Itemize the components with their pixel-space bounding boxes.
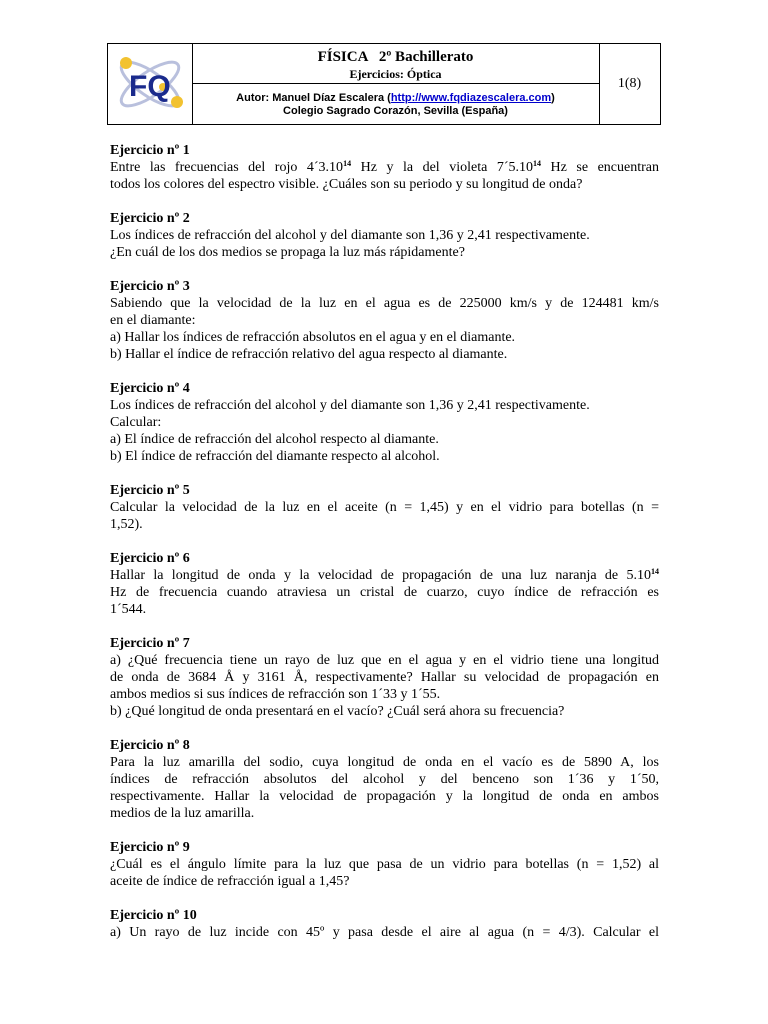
exercise-5 <box>110 482 659 533</box>
exponent: 14 <box>343 159 352 168</box>
exercise-text-line: Hz de frecuencia cuando atraviesa un cristal de cuarzo, cuyo índice de refracción es <box>110 585 659 600</box>
exercise-text-line: b) El índice de refracción del diamante respecto al alcohol. <box>110 449 440 464</box>
exercise-text-line: en el diamante: <box>110 313 196 328</box>
exercise-text-line: a) Hallar los índices de refracción absolutos en el agua y en el diamante. <box>110 330 516 345</box>
exercise-text-line: Sabiendo que la velocidad de la luz en el agua es de 225000 km/s y de 124481 km/s <box>110 296 659 311</box>
header-center-cell <box>192 44 600 124</box>
exponent: 14 <box>651 567 659 576</box>
author-line <box>192 92 599 105</box>
exercise-text-line: Entre las frecuencias del rojo 4´3.10$^{14}$ Hz y la del violeta 7´5.10$^{14}$ Hz se encuentran <box>110 159 659 175</box>
page-number: 1(8) <box>617 76 642 91</box>
course-title: FÍSICA 2º Bachillerato <box>317 49 474 65</box>
exercise-text-line: índices de refracción absolutos del alcohol y del benceno son 1´36 y 1´50, <box>110 772 659 787</box>
exercise-title: Ejercicio nº 3 <box>110 279 190 294</box>
exponent: 14 <box>533 159 542 168</box>
exercise-text-line: Para la luz amarilla del sodio, cuya longitud de onda en el vacío es de 5890 A, los <box>110 755 659 770</box>
exercise-7 <box>110 635 659 720</box>
exercise-text-line: b) ¿Qué longitud de onda presentará en el vacío? ¿Cuál será ahora su frecuencia? <box>110 704 565 719</box>
exercise-title: Ejercicio nº 5 <box>110 483 190 498</box>
exercise-text-line: Hallar la longitud de onda y la velocidad de propagación de una luz naranja de 5.10$^{14}$ <box>110 567 659 583</box>
exercise-text-line: a) Un rayo de luz incide con 45º y pasa desde el aire al agua (n = 4/3). Calcular el <box>110 925 659 940</box>
exercise-title: Ejercicio nº 2 <box>110 211 190 226</box>
header-author-block <box>192 84 599 124</box>
exercise-title: Ejercicio nº 4 <box>110 381 190 396</box>
logo-text: FQ <box>129 70 171 103</box>
fq-logo <box>108 44 192 124</box>
exercise-list <box>110 142 659 958</box>
exercise-text-line: todos los colores del espectro visible. ¿Cuáles son su periodo y su longitud de onda? <box>110 177 583 192</box>
exercise-text-line: Los índices de refracción del alcohol y del diamante son 1,36 y 2,41 respectivamente. <box>110 228 590 243</box>
exercise-text-line: Calcular la velocidad de la luz en el aceite (n = 1,45) y en el vidrio para botellas (n = <box>110 500 659 515</box>
exercise-8 <box>110 737 659 822</box>
exercise-text-line: aceite de índice de refracción igual a 1,45? <box>110 874 350 889</box>
exercise-text-line: Calcular: <box>110 415 162 430</box>
exercise-text-line: ¿Cuál es el ángulo límite para la luz que pasa de un vidrio para botellas (n = 1,52) al <box>110 857 659 872</box>
exercise-text-line: respectivamente. Hallar la velocidad de propagación y la longitud de onda en ambos <box>110 789 659 804</box>
exercise-text-line: a) El índice de refracción del alcohol respecto al diamante. <box>110 432 439 447</box>
exercise-title: Ejercicio nº 1 <box>110 143 190 158</box>
worksheet-subtitle: Ejercicios: Óptica <box>349 67 442 81</box>
author-suffix: ) <box>551 92 555 104</box>
exercise-2 <box>110 210 659 261</box>
exercise-9 <box>110 839 659 890</box>
exercise-title: Ejercicio nº 9 <box>110 840 190 855</box>
exercise-text-line: Los índices de refracción del alcohol y del diamante son 1,36 y 2,41 respectivamente. <box>110 398 590 413</box>
exercise-text-line: 1,52). <box>110 517 143 532</box>
exercise-text-line: ¿En cuál de los dos medios se propaga la luz más rápidamente? <box>110 245 465 260</box>
exercise-title: Ejercicio nº 8 <box>110 738 190 753</box>
exercise-title: Ejercicio nº 10 <box>110 908 197 923</box>
exercise-3 <box>110 278 659 363</box>
logo-cell <box>108 44 193 124</box>
school-line: Colegio Sagrado Corazón, Sevilla (España) <box>283 105 508 117</box>
author-name: Autor: Manuel Díaz Escalera ( <box>236 92 391 104</box>
exercise-title: Ejercicio nº 6 <box>110 551 190 566</box>
exercise-6 <box>110 550 659 618</box>
exercise-text-line: de onda de 3684 Å y 3161 Å, respectivamente? Hallar su velocidad de propagación en <box>110 670 659 685</box>
author-website-link[interactable]: http://www.fqdiazescalera.com <box>390 92 552 104</box>
exercise-text-line: medios de la luz amarilla. <box>110 806 255 821</box>
exercise-title: Ejercicio nº 7 <box>110 636 190 651</box>
exercise-1 <box>110 142 659 193</box>
header-title-block <box>192 44 599 84</box>
exercise-text-line: ambos medios si sus índices de refracción son 1´33 y 1´55. <box>110 687 441 702</box>
exercise-text-line: b) Hallar el índice de refracción relativo del agua respecto al diamante. <box>110 347 508 362</box>
exercise-text-line: 1´544. <box>110 602 147 617</box>
header-table <box>107 43 661 125</box>
exercise-4 <box>110 380 659 465</box>
exercise-text-line: a) ¿Qué frecuencia tiene un rayo de luz que en el agua y en el vidrio tiene una longitud <box>110 653 659 668</box>
exercise-10 <box>110 907 659 941</box>
